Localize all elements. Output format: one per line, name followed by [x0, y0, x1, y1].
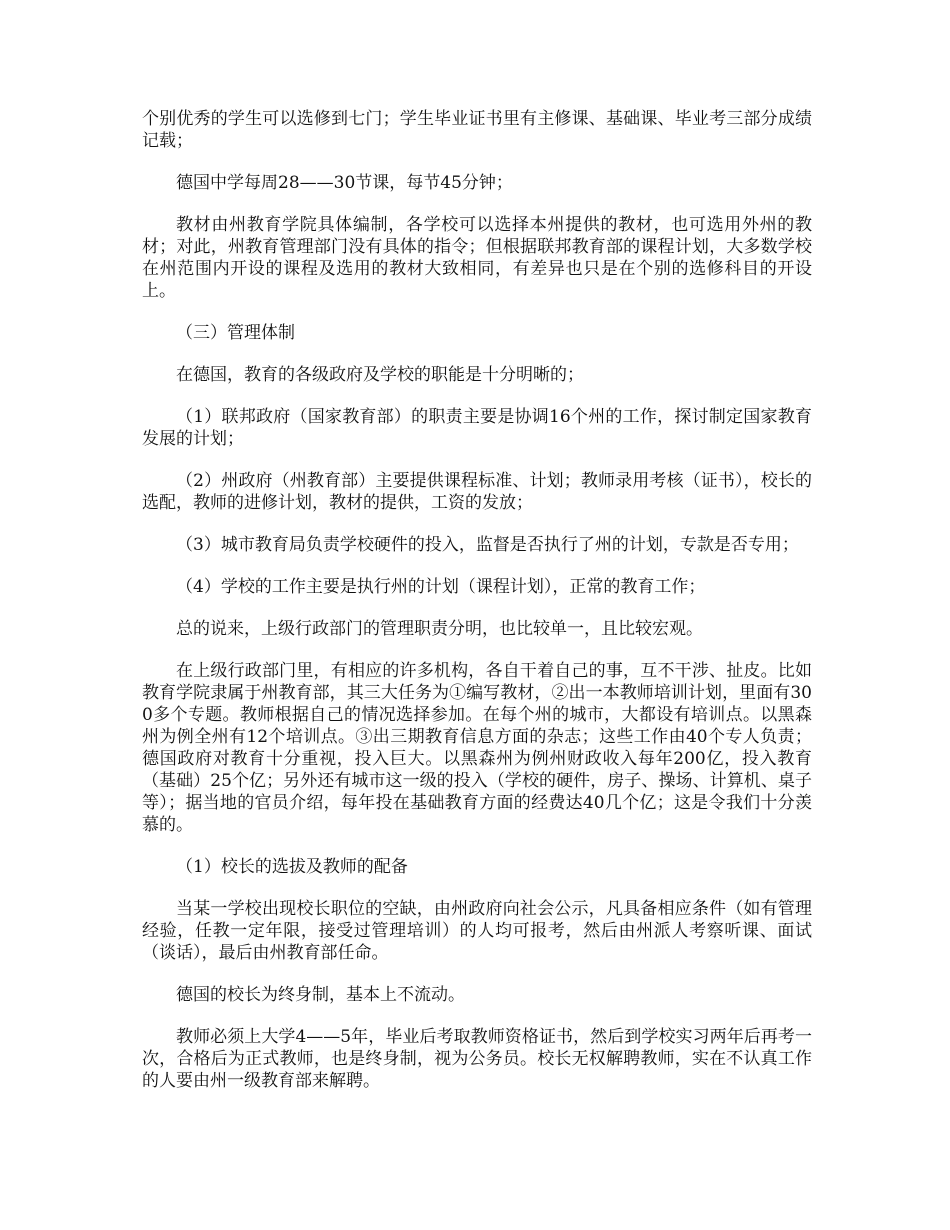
paragraph-institutions: 在上级行政部门里，有相应的许多机构，各自干着自己的事，互不干涉、扯皮。比如教育学院隶属于州教育部，其三大任务为①编写教材，②出一本教师培训计划，里面有300多个专题。教师根据自己的情况选择参加。在每个州的城市，大都设有培训点。以黑森州为例全州有12个培训点。③出三期教育信息方面的杂志；这些工作由40个专人负责；德国政府对教育十分重视，投入巨大。以黑森州为例州财政收入每年200亿，投入教育（基础）25个亿；另外还有城市这一级的投入（学校的硬件，房子、操场、计算机、桌子等）；据当地的官员介绍，每年投在基础教育方面的经费达40几个亿；这是令我们十分羡慕的。 — [142, 661, 812, 835]
section-heading-management: （三）管理体制 — [176, 323, 295, 343]
paragraph-summary: 总的说来，上级行政部门的管理职责分明，也比较单一，且比较宏观。 — [176, 619, 703, 639]
paragraph-teacher-qualification: 教师必须上大学4——5年，毕业后考取教师资格证书，然后到学校实习两年后再考一次，合格后为正式教师，也是终身制，视为公务员。校长无权解聘教师，实在不认真工作的人要由州一级教育部来解聘。 — [142, 1027, 812, 1091]
paragraph-state: （2）州政府（州教育部）主要提供课程标准、计划；教师录用考核（证书），校长的选配，教师的进修计划，教材的提供，工资的发放； — [142, 471, 812, 513]
paragraph-federal: （1）联邦政府（国家教育部）的职责主要是协调16个州的工作，探讨制定国家教育发展的计划； — [142, 407, 812, 449]
paragraph-government-roles: 在德国，教育的各级政府及学校的职能是十分明晰的； — [176, 365, 584, 385]
paragraph-continued: 个别优秀的学生可以选修到七门；学生毕业证书里有主修课、基础课、毕业考三部分成绩记载； — [142, 109, 812, 151]
paragraph-school: （4）学校的工作主要是执行州的计划（课程计划），正常的教育工作； — [176, 577, 706, 597]
document-page — [142, 108, 812, 1112]
paragraph-city: （3）城市教育局负责学校硬件的投入，监督是否执行了州的计划，专款是否专用； — [176, 535, 799, 555]
paragraph-weekly-lessons: 德国中学每周28——30节课，每节45分钟； — [176, 173, 513, 193]
paragraph-textbooks: 教材由州教育学院具体编制，各学校可以选择本州提供的教材，也可选用外州的教材；对此，州教育管理部门没有具体的指令；但根据联邦教育部的课程计划，大多数学校在州范围内开设的课程及选用的教材大致相同，有差异也只是在个别的选修科目的开设上。 — [142, 215, 812, 301]
paragraph-principal-tenure: 德国的校长为终身制，基本上不流动。 — [176, 985, 465, 1005]
paragraph-principal-vacancy: 当某一学校出现校长职位的空缺，由州政府向社会公示，凡具备相应条件（如有管理经验，任教一定年限，接受过管理培训）的人均可报考，然后由州派人考察听课、面试（谈话），最后由州教育部任命。 — [142, 899, 812, 963]
subheading-principal-selection: （1）校长的选拔及教师的配备 — [176, 857, 408, 877]
